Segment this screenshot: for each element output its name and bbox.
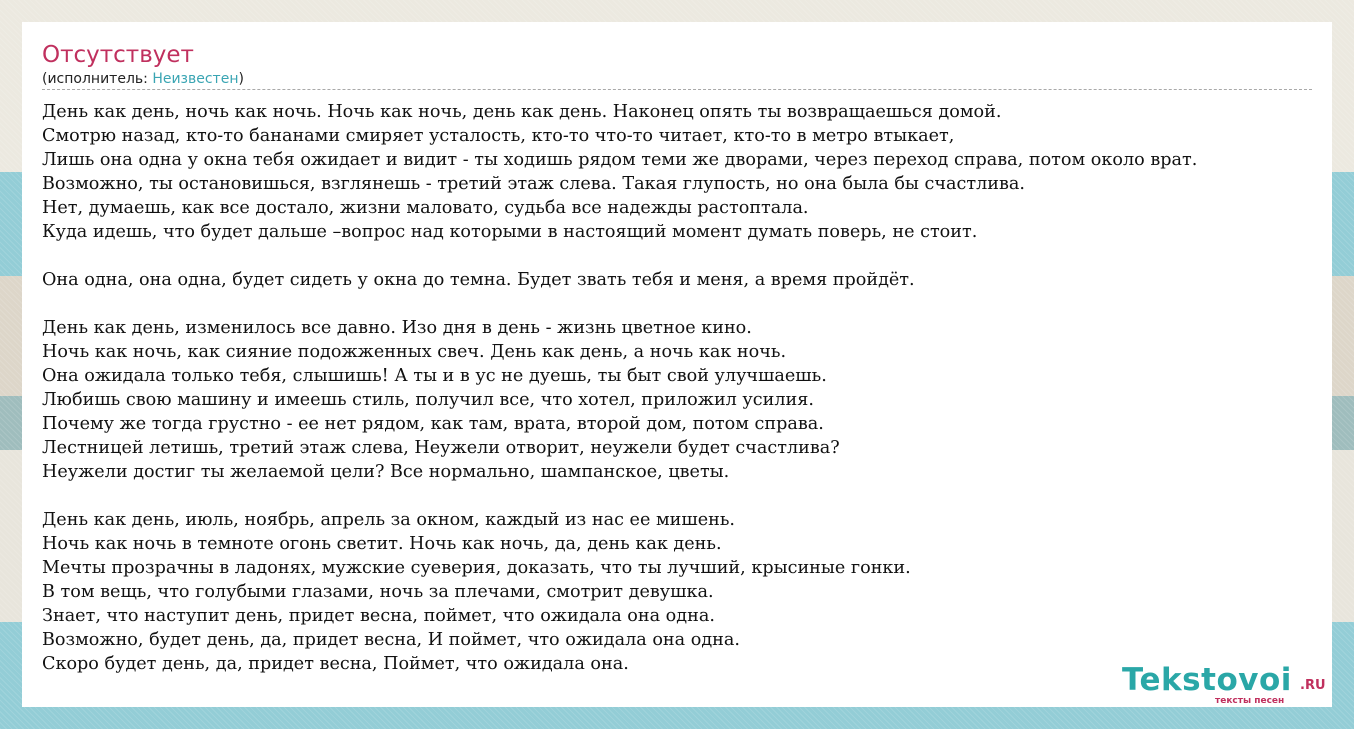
lyric-line: Она ожидала только тебя, слышишь! А ты и в ус не дуешь, ты быт свой улучшаешь. xyxy=(42,366,827,386)
lyric-line: Смотрю назад, кто-то бананами смиряет усталость, кто-то что-то читает, кто-то в метро втыкает, xyxy=(42,126,955,146)
song-title: Отсутствует xyxy=(42,42,194,68)
lyric-line: Куда идешь, что будет дальше –вопрос над которыми в настоящий момент думать поверь, не стоит. xyxy=(42,222,978,242)
lyric-line: Неужели достиг ты желаемой цели? Все нормально, шампанское, цветы. xyxy=(42,462,730,482)
lyrics-card xyxy=(22,22,1332,707)
lyric-blank-line xyxy=(42,484,1332,508)
title-divider xyxy=(42,89,1312,90)
lyric-line: Скоро будет день, да, придет весна, Поймет, что ожидала она. xyxy=(42,654,629,674)
artist-link[interactable]: Неизвестен xyxy=(152,71,239,87)
lyric-line: Ночь как ночь, как сияние подожженных свеч. День как день, а ночь как ночь. xyxy=(42,342,787,362)
artist-prefix: (исполнитель: xyxy=(42,71,153,87)
site-logo[interactable] xyxy=(1122,662,1332,706)
lyric-line: Мечты прозрачны в ладонях, мужские суеверия, доказать, что ты лучший, крысиные гонки. xyxy=(42,558,911,578)
lyric-line: День как день, изменилось все давно. Изо дня в день - жизнь цветное кино. xyxy=(42,318,752,338)
lyric-blank-line xyxy=(42,292,1332,316)
lyric-blank-line xyxy=(42,244,1332,268)
lyric-line: День как день, ночь как ночь. Ночь как ночь, день как день. Наконец опять ты возвращаешься домой. xyxy=(42,102,1002,122)
lyric-line: Возможно, будет день, да, придет весна, И поймет, что ожидала она одна. xyxy=(42,630,740,650)
lyric-line: Возможно, ты остановишься, взглянешь - третий этаж слева. Такая глупость, но она была бы счастлива. xyxy=(42,174,1025,194)
lyric-line: Лишь она одна у окна тебя ожидает и видит - ты ходишь рядом теми же дворами, через переход справа, потом около врат. xyxy=(42,150,1198,170)
lyric-line: Почему же тогда грустно - ее нет рядом, как там, врата, второй дом, потом справа. xyxy=(42,414,824,434)
lyric-line: Любишь свою машину и имеешь стиль, получил все, что хотел, приложил усилия. xyxy=(42,390,814,410)
lyric-line: Лестницей летишь, третий этаж слева, Неужели отворит, неужели будет счастлива? xyxy=(42,438,840,458)
lyric-line: Ночь как ночь в темноте огонь светит. Ночь как ночь, да, день как день. xyxy=(42,534,722,554)
artist-line xyxy=(42,71,244,87)
lyric-line: Нет, думаешь, как все достало, жизни маловато, судьба все надежды растоптала. xyxy=(42,198,809,218)
lyric-line: Она одна, она одна, будет сидеть у окна до темна. Будет звать тебя и меня, а время пройдёт. xyxy=(42,270,915,290)
lyric-line: Знает, что наступит день, придет весна, поймет, что ожидала она одна. xyxy=(42,606,715,626)
artist-suffix: ) xyxy=(238,71,244,87)
lyric-line: В том вещь, что голубыми глазами, ночь за плечами, смотрит девушка. xyxy=(42,582,714,602)
lyrics-text xyxy=(42,100,1332,676)
logo-domain: .RU xyxy=(1300,678,1326,693)
logo-tagline: тексты песен xyxy=(1215,696,1285,706)
lyric-line: День как день, июль, ноябрь, апрель за окном, каждый из нас ее мишень. xyxy=(42,510,736,530)
logo-name: Tekstovoi xyxy=(1122,662,1292,698)
